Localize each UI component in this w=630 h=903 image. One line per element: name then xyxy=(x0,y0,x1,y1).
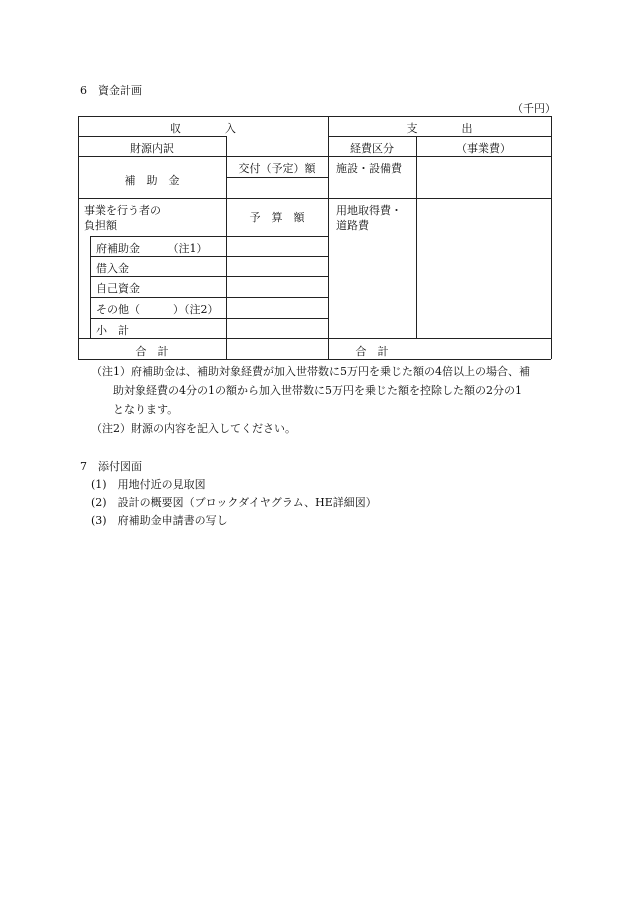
other-label: その他（ ）（注2） xyxy=(96,303,219,316)
table-line xyxy=(328,136,551,137)
source-breakdown-header: 財源内訳 xyxy=(130,142,174,155)
table-border-bottom xyxy=(78,359,551,360)
note-1-line-3: となります。 xyxy=(113,403,179,416)
expense-total-label: 合 計 xyxy=(355,345,389,358)
borrowing-label: 借入金 xyxy=(96,262,129,275)
table-line xyxy=(90,318,328,319)
budget-amount-label: 予 算 額 xyxy=(249,211,305,224)
note-1-line-2: 助対象経費の4分の1の額から加入世帯数に5万円を乗じた額を控除した額の2分の1 xyxy=(113,384,522,397)
table-line xyxy=(90,297,328,298)
funding-plan-table xyxy=(78,116,551,359)
operator-burden-label-1: 事業を行う者の xyxy=(84,204,161,217)
attachment-item-3: (3) 府補助金申請書の写し xyxy=(91,514,228,527)
table-line xyxy=(78,136,226,137)
facility-cost-label: 施設・設備費 xyxy=(336,162,402,175)
table-border-right xyxy=(551,116,552,359)
section-6-title: 6 資金計画 xyxy=(80,84,142,97)
note-1 xyxy=(91,362,541,419)
project-cost-header: （事業費） xyxy=(456,142,511,155)
table-line xyxy=(416,136,417,338)
land-road-label-1: 用地取得費・ xyxy=(336,204,402,217)
table-line xyxy=(90,256,328,257)
subtotal-label: 小 計 xyxy=(96,324,129,337)
table-line xyxy=(78,156,551,157)
note-1-line-1: （注1）府補助金は、補助対象経費が加入世帯数に5万円を乗じた額の4倍以上の場合、補 xyxy=(91,365,530,378)
operator-burden-label-2: 負担額 xyxy=(84,219,117,232)
note-2: （注2）財源の内容を記入してください。 xyxy=(91,422,296,435)
table-line xyxy=(90,276,328,277)
grant-amount-label: 交付（予定）額 xyxy=(238,162,316,175)
income-header: 収 入 xyxy=(170,122,236,135)
expense-category-header: 経費区分 xyxy=(350,142,394,155)
land-road-label-2: 道路費 xyxy=(336,219,369,232)
table-line xyxy=(78,198,551,199)
own-funds-label: 自己資金 xyxy=(96,282,140,295)
table-line xyxy=(90,236,328,237)
income-total-label: 合 計 xyxy=(135,345,169,358)
section-7-title: 7 添付図面 xyxy=(80,460,142,473)
table-line xyxy=(78,338,551,339)
table-border-top xyxy=(78,116,551,117)
attachment-item-2: (2) 設計の概要図（ブロックダイヤグラム、HE詳細図） xyxy=(91,496,377,509)
unit-label: （千円） xyxy=(512,102,556,115)
attachment-item-1: (1) 用地付近の見取図 xyxy=(91,478,206,491)
subsidy-label: 補 助 金 xyxy=(124,174,180,187)
table-line xyxy=(226,177,328,178)
expense-header: 支 出 xyxy=(406,122,473,135)
table-line xyxy=(90,236,91,338)
prefectural-subsidy-label: 府補助金 （注1） xyxy=(96,242,208,255)
